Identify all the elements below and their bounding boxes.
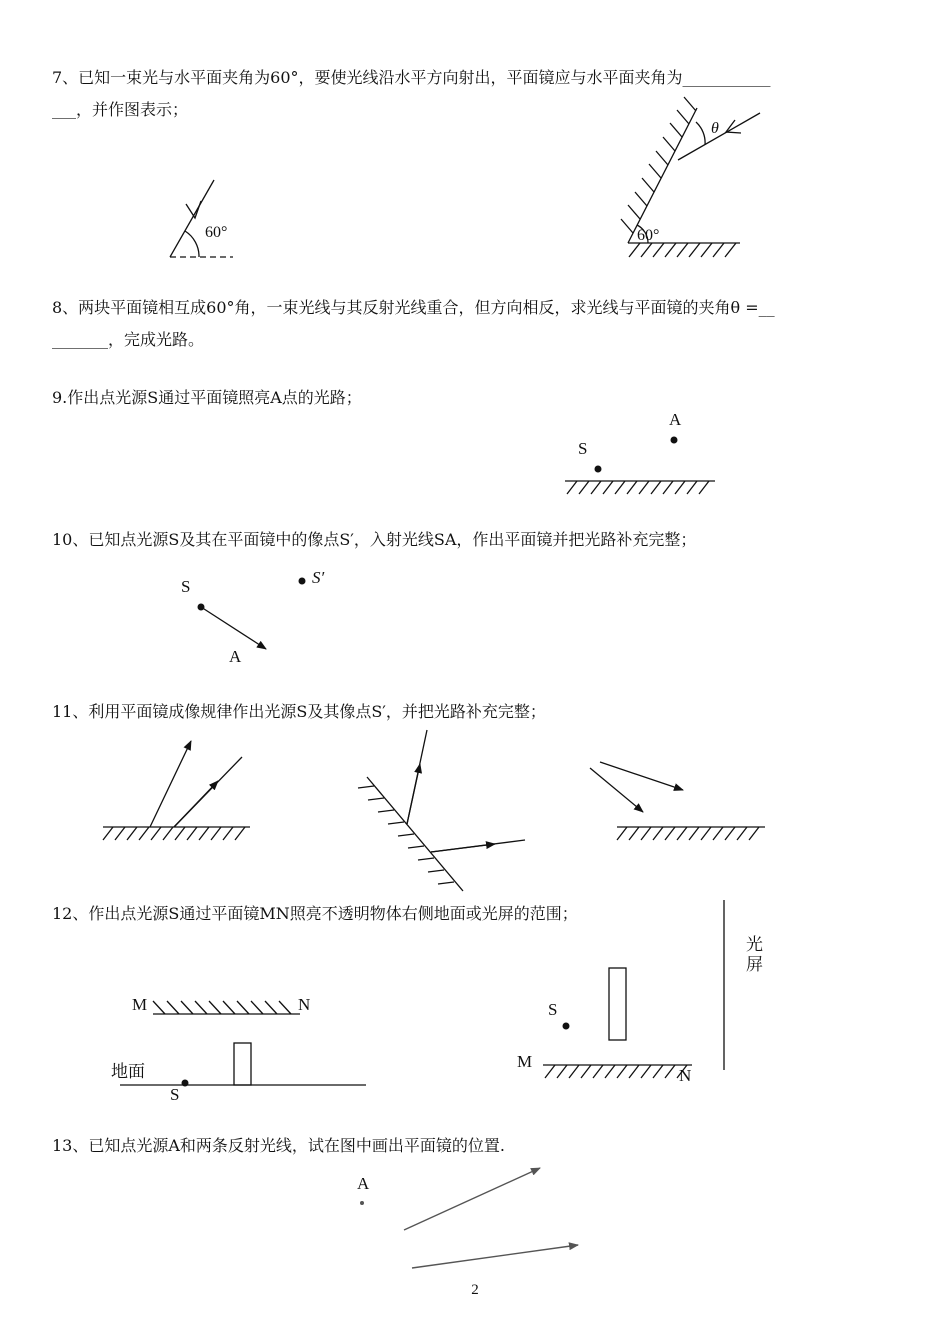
- q7-angle-arc: [185, 231, 199, 257]
- q12-screen-label-2: 屏: [746, 955, 763, 974]
- q11-fig2-mirror: [367, 777, 463, 891]
- q13-label-a: A: [357, 1174, 370, 1193]
- question-7-line-1: 7、已知一束光与水平面夹角为60°，要使光线沿水平方向射出，平面镜应与水平面夹角为___________: [52, 68, 771, 87]
- question-11-line-1: 11、利用平面镜成像规律作出光源S及其像点S′，并把光路补充完整；: [52, 702, 546, 721]
- q12-left-point-s: [182, 1080, 189, 1087]
- q12-left-mirror-hatch: [153, 1001, 291, 1014]
- q7-mirror-line: [628, 108, 697, 243]
- q12-left-label-n: N: [298, 995, 311, 1014]
- q13-reflected-ray-2: [412, 1245, 578, 1268]
- q11-fig2-hatch: [358, 786, 454, 884]
- q11-figure-1: [103, 741, 250, 840]
- q11-figure-3: [590, 762, 765, 840]
- q10-point-s-prime: [299, 578, 306, 585]
- q9-mirror-hatch: [567, 481, 709, 494]
- q12-left-object: [234, 1043, 251, 1085]
- page-number: 2: [471, 1282, 479, 1298]
- q7-ground-hatch: [629, 243, 736, 257]
- q9-figure: [565, 481, 715, 494]
- q10-label-s-prime: S′: [312, 568, 325, 587]
- q12-right-mirror-hatch: [545, 1065, 687, 1078]
- question-7-line-2: ___，并作图表示；: [52, 100, 189, 119]
- q7-mirror-hatch: [621, 97, 696, 233]
- q12-right-label-n: N: [679, 1066, 692, 1085]
- question-9-line-1: 9.作出点光源S通过平面镜照亮A点的光路；: [52, 388, 362, 407]
- q7-ray-arrowhead: [186, 201, 201, 218]
- q7-right-angle-label: 60°: [637, 227, 660, 244]
- q12-left-figure: [120, 1001, 366, 1085]
- q7-theta-arc: [696, 122, 705, 145]
- q7-incident-ray: [170, 180, 214, 257]
- q9-label-a: A: [669, 410, 682, 429]
- q11-fig3-ray-2: [590, 768, 643, 812]
- question-13-line-1: 13、已知点光源A和两条反射光线，试在图中画出平面镜的位置.: [52, 1136, 506, 1155]
- q12-right-figure: [543, 900, 724, 1078]
- q10-incident-ray: [201, 607, 266, 649]
- question-8-line-2: _______，完成光路。: [52, 330, 205, 349]
- q7-left-angle-label: 60°: [205, 224, 228, 241]
- q10-label-s: S: [181, 577, 191, 596]
- q9-point-s: [595, 466, 602, 473]
- q12-screen-label-1: 光: [746, 935, 763, 954]
- q12-right-object: [609, 968, 626, 1040]
- q12-left-label-s: S: [170, 1085, 180, 1104]
- q13-point-a: [360, 1201, 364, 1205]
- q12-right-label-s: S: [548, 1000, 558, 1019]
- q12-left-label-m: M: [132, 995, 148, 1014]
- q12-right-point-s: [563, 1023, 570, 1030]
- q9-point-a: [671, 437, 678, 444]
- q12-left-label-ground: 地面: [111, 1062, 145, 1081]
- q13-reflected-ray-1: [404, 1168, 540, 1230]
- question-12-line-1: 12、作出点光源S通过平面镜MN照亮不透明物体右侧地面或光屏的范围；: [52, 904, 578, 923]
- q11-fig1-hatch: [103, 827, 245, 840]
- q11-fig1-ray-1: [150, 741, 191, 827]
- question-10-line-1: 10、已知点光源S及其在平面镜中的像点S′，入射光线SA，作出平面镜并把光路补充完整；: [52, 530, 697, 549]
- q7-theta-label: θ: [711, 120, 719, 137]
- question-8-line-1: 8、两块平面镜相互成60°角，一束光线与其反射光线重合，但方向相反，求光线与平面镜的夹角θ =__: [52, 298, 775, 317]
- q11-fig2-ray-2-arrow: [431, 844, 495, 852]
- q10-label-a: A: [229, 647, 242, 666]
- q9-label-s: S: [578, 439, 588, 458]
- q12-right-label-m: M: [517, 1052, 533, 1071]
- q7-left-figure: [170, 180, 233, 257]
- q11-fig2-ray-1-arrow: [407, 764, 420, 824]
- q11-fig1-ray-2-arrow: [174, 781, 218, 827]
- q11-fig3-hatch: [617, 827, 759, 840]
- q11-figure-2: [358, 730, 525, 891]
